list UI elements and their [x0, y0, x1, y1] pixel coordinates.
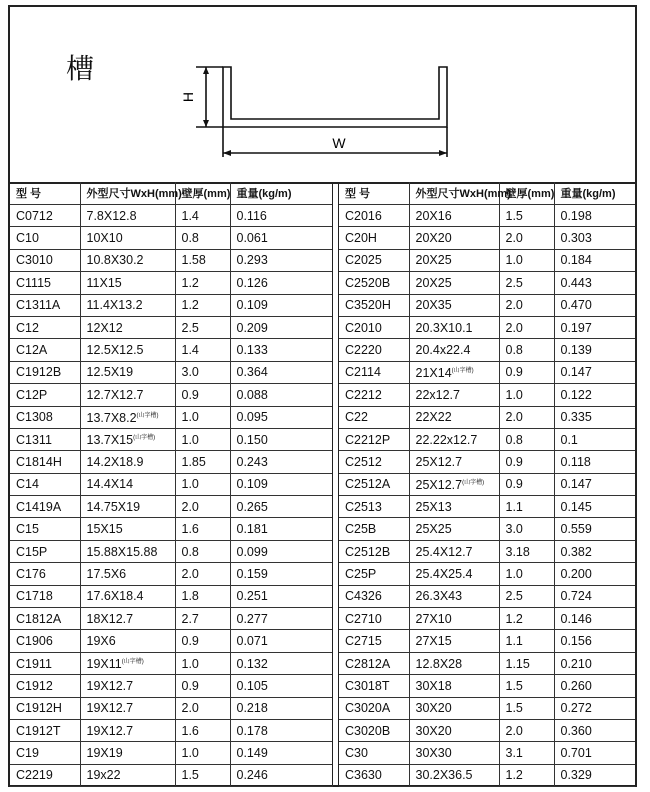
size-cell: 10.8X30.2 [80, 249, 175, 271]
model-cell: C2016 [339, 205, 409, 227]
thickness-cell: 1.6 [175, 719, 230, 741]
table-header-row [10, 182, 332, 205]
channel-outline [223, 67, 447, 127]
size-cell: 19X12.7 [80, 697, 175, 719]
thickness-cell: 0.9 [175, 384, 230, 406]
weight-cell: 0.559 [554, 518, 635, 540]
thickness-cell: 1.2 [499, 608, 554, 630]
table-row [10, 294, 332, 316]
channel-profile-diagram [10, 7, 635, 182]
table-row [10, 764, 332, 786]
weight-cell: 0.147 [554, 361, 635, 383]
size-cell: 30X20 [409, 697, 499, 719]
size-cell: 19X12.7 [80, 675, 175, 697]
weight-cell: 0.303 [554, 227, 635, 249]
table-row [10, 272, 332, 294]
thickness-cell: 0.9 [499, 451, 554, 473]
weight-cell: 0.118 [554, 451, 635, 473]
size-cell: 20X35 [409, 294, 499, 316]
size-cell: 30X18 [409, 675, 499, 697]
thickness-cell: 1.0 [499, 563, 554, 585]
model-cell: C1419A [10, 496, 80, 518]
model-cell: C1912T [10, 719, 80, 741]
size-cell: 30X30 [409, 742, 499, 764]
size-cell: 13.7X8.2$^{(山字槽)}$ [80, 406, 175, 428]
size-cell: 12X12 [80, 316, 175, 338]
size-cell: 30.2X36.5 [409, 764, 499, 786]
thickness-cell: 2.7 [175, 608, 230, 630]
model-cell: C2025 [339, 249, 409, 271]
spec-table-right-body [339, 205, 635, 787]
thickness-cell: 1.4 [175, 339, 230, 361]
model-cell: C2114 [339, 361, 409, 383]
weight-cell: 0.178 [230, 719, 332, 741]
height-label: H [180, 91, 196, 103]
size-cell: 30X20 [409, 719, 499, 741]
thickness-cell: 2.0 [175, 496, 230, 518]
table-row [10, 428, 332, 450]
size-cell: 18X12.7 [80, 608, 175, 630]
table-row [10, 697, 332, 719]
size-cell: 25X25 [409, 518, 499, 540]
model-cell: C0712 [10, 205, 80, 227]
model-cell: C1718 [10, 585, 80, 607]
thickness-cell: 0.9 [175, 630, 230, 652]
table-row [339, 742, 635, 764]
size-cell: 14.4X14 [80, 473, 175, 495]
weight-cell: 0.197 [554, 316, 635, 338]
weight-cell: 0.251 [230, 585, 332, 607]
model-cell: C2520B [339, 272, 409, 294]
weight-cell: 0.443 [554, 272, 635, 294]
model-cell: C3630 [339, 764, 409, 786]
model-cell: C1912B [10, 361, 80, 383]
col-model-header: 型 号 [10, 182, 80, 205]
thickness-cell: 1.0 [499, 249, 554, 271]
thickness-cell: 3.0 [499, 518, 554, 540]
size-cell: 7.8X12.8 [80, 205, 175, 227]
size-cell: 27X10 [409, 608, 499, 630]
table-row [339, 608, 635, 630]
thickness-cell: 1.2 [175, 272, 230, 294]
thickness-cell: 0.8 [175, 540, 230, 562]
width-arrow-left [223, 150, 231, 156]
table-row [10, 518, 332, 540]
model-cell: C2212P [339, 428, 409, 450]
model-cell: C12A [10, 339, 80, 361]
thickness-cell: 2.5 [499, 585, 554, 607]
profile-note: (山字槽) [133, 435, 156, 442]
size-cell: 12.7X12.7 [80, 384, 175, 406]
weight-cell: 0.209 [230, 316, 332, 338]
model-cell: C176 [10, 563, 80, 585]
model-cell: C2212 [339, 384, 409, 406]
model-cell: C2512B [339, 540, 409, 562]
table-row [339, 630, 635, 652]
weight-cell: 0.146 [554, 608, 635, 630]
weight-cell: 0.360 [554, 719, 635, 741]
weight-cell: 0.246 [230, 764, 332, 786]
model-cell: C12 [10, 316, 80, 338]
thickness-cell: 1.5 [499, 205, 554, 227]
model-cell: C2512 [339, 451, 409, 473]
thickness-cell: 1.8 [175, 585, 230, 607]
width-label: W [332, 135, 346, 151]
table-row [339, 473, 635, 495]
weight-cell: 0.109 [230, 473, 332, 495]
model-cell: C15P [10, 540, 80, 562]
thickness-cell: 1.5 [499, 675, 554, 697]
weight-cell: 0.147 [554, 473, 635, 495]
model-cell: C1912H [10, 697, 80, 719]
model-cell: C2219 [10, 764, 80, 786]
thickness-cell: 1.1 [499, 630, 554, 652]
model-cell: C25B [339, 518, 409, 540]
table-row [10, 608, 332, 630]
weight-cell: 0.181 [230, 518, 332, 540]
profile-note: (山字槽) [462, 479, 485, 486]
table-divider [332, 182, 339, 785]
col-thickness-header: 壁厚(mm) [175, 182, 230, 205]
table-row [339, 227, 635, 249]
table-row [10, 630, 332, 652]
thickness-cell: 1.85 [175, 451, 230, 473]
table-row [339, 339, 635, 361]
size-cell: 17.6X18.4 [80, 585, 175, 607]
table-row [339, 205, 635, 227]
weight-cell: 0.071 [230, 630, 332, 652]
thickness-cell: 1.2 [175, 294, 230, 316]
model-cell: C2220 [339, 339, 409, 361]
weight-cell: 0.116 [230, 205, 332, 227]
size-cell: 20X16 [409, 205, 499, 227]
model-cell: C2715 [339, 630, 409, 652]
size-cell: 14.75X19 [80, 496, 175, 518]
table-row [339, 294, 635, 316]
thickness-cell: 1.6 [175, 518, 230, 540]
col-model-header: 型 号 [339, 182, 409, 205]
size-cell: 25X13 [409, 496, 499, 518]
size-cell: 12.5X19 [80, 361, 175, 383]
size-cell: 11.4X13.2 [80, 294, 175, 316]
weight-cell: 0.149 [230, 742, 332, 764]
model-cell: C3018T [339, 675, 409, 697]
thickness-cell: 0.9 [175, 675, 230, 697]
size-cell: 22.22x12.7 [409, 428, 499, 450]
size-cell: 25.4X12.7 [409, 540, 499, 562]
model-cell: C2513 [339, 496, 409, 518]
model-cell: C3020B [339, 719, 409, 741]
table-row [339, 406, 635, 428]
thickness-cell: 2.0 [499, 316, 554, 338]
size-cell: 19X19 [80, 742, 175, 764]
model-cell: C20H [339, 227, 409, 249]
thickness-cell: 3.0 [175, 361, 230, 383]
weight-cell: 0.150 [230, 428, 332, 450]
table-row [10, 742, 332, 764]
weight-cell: 0.122 [554, 384, 635, 406]
size-cell: 25X12.7 [409, 451, 499, 473]
weight-cell: 0.243 [230, 451, 332, 473]
table-row [10, 652, 332, 674]
thickness-cell: 0.8 [175, 227, 230, 249]
thickness-cell: 1.0 [175, 428, 230, 450]
spec-table-left [10, 182, 333, 787]
spec-table-left-body [10, 205, 332, 787]
weight-cell: 0.133 [230, 339, 332, 361]
table-row [339, 361, 635, 383]
weight-cell: 0.329 [554, 764, 635, 786]
thickness-cell: 2.0 [175, 697, 230, 719]
thickness-cell: 0.9 [499, 361, 554, 383]
size-cell: 10X10 [80, 227, 175, 249]
thickness-cell: 1.0 [175, 652, 230, 674]
thickness-cell: 0.8 [499, 428, 554, 450]
model-cell: C4326 [339, 585, 409, 607]
weight-cell: 0.198 [554, 205, 635, 227]
model-cell: C14 [10, 473, 80, 495]
thickness-cell: 2.0 [499, 294, 554, 316]
weight-cell: 0.105 [230, 675, 332, 697]
col-thickness-header: 壁厚(mm) [499, 182, 554, 205]
table-row [10, 316, 332, 338]
thickness-cell: 2.0 [499, 719, 554, 741]
model-cell: C3020A [339, 697, 409, 719]
size-cell: 20.4x22.4 [409, 339, 499, 361]
table-row [10, 540, 332, 562]
size-cell: 11X15 [80, 272, 175, 294]
thickness-cell: 3.18 [499, 540, 554, 562]
height-arrow-bottom [203, 120, 209, 127]
model-cell: C1911 [10, 652, 80, 674]
model-cell: C22 [339, 406, 409, 428]
table-row [10, 361, 332, 383]
size-cell: 12.8X28 [409, 652, 499, 674]
weight-cell: 0.095 [230, 406, 332, 428]
weight-cell: 0.293 [230, 249, 332, 271]
weight-cell: 0.184 [554, 249, 635, 271]
header-panel [10, 7, 635, 184]
table-row [339, 585, 635, 607]
table-row [10, 451, 332, 473]
table-row [339, 697, 635, 719]
size-cell: 15X15 [80, 518, 175, 540]
thickness-cell: 1.1 [499, 496, 554, 518]
weight-cell: 0.724 [554, 585, 635, 607]
size-cell: 25.4X25.4 [409, 563, 499, 585]
model-cell: C19 [10, 742, 80, 764]
weight-cell: 0.210 [554, 652, 635, 674]
weight-cell: 0.1 [554, 428, 635, 450]
table-row [339, 451, 635, 473]
table-row [10, 339, 332, 361]
thickness-cell: 1.0 [175, 473, 230, 495]
size-cell: 14.2X18.9 [80, 451, 175, 473]
size-cell: 17.5X6 [80, 563, 175, 585]
thickness-cell: 1.4 [175, 205, 230, 227]
weight-cell: 0.200 [554, 563, 635, 585]
model-cell: C1906 [10, 630, 80, 652]
thickness-cell: 1.15 [499, 652, 554, 674]
table-row [339, 384, 635, 406]
col-weight-header: 重量(kg/m) [554, 182, 635, 205]
thickness-cell: 2.5 [175, 316, 230, 338]
size-cell: 25X12.7$^{(山字槽)}$ [409, 473, 499, 495]
thickness-cell: 3.1 [499, 742, 554, 764]
size-cell: 22X22 [409, 406, 499, 428]
table-row [10, 249, 332, 271]
weight-cell: 0.277 [230, 608, 332, 630]
table-row [10, 227, 332, 249]
size-cell: 20X20 [409, 227, 499, 249]
table-row [339, 719, 635, 741]
weight-cell: 0.335 [554, 406, 635, 428]
table-row [10, 496, 332, 518]
table-row [10, 675, 332, 697]
table-row [10, 384, 332, 406]
size-cell: 19X12.7 [80, 719, 175, 741]
thickness-cell: 1.58 [175, 249, 230, 271]
weight-cell: 0.260 [554, 675, 635, 697]
model-cell: C2710 [339, 608, 409, 630]
model-cell: C1912 [10, 675, 80, 697]
weight-cell: 0.109 [230, 294, 332, 316]
table-row [339, 563, 635, 585]
col-size-header: 外型尺寸WxH(mm) [80, 182, 175, 205]
model-cell: C2812A [339, 652, 409, 674]
weight-cell: 0.272 [554, 697, 635, 719]
table-row [339, 518, 635, 540]
size-cell: 12.5X12.5 [80, 339, 175, 361]
weight-cell: 0.382 [554, 540, 635, 562]
model-cell: C1311 [10, 428, 80, 450]
table-row [339, 272, 635, 294]
size-cell: 19x22 [80, 764, 175, 786]
model-cell: C12P [10, 384, 80, 406]
table-row [339, 675, 635, 697]
size-cell: 22x12.7 [409, 384, 499, 406]
weight-cell: 0.218 [230, 697, 332, 719]
weight-cell: 0.159 [230, 563, 332, 585]
table-row [339, 764, 635, 786]
thickness-cell: 0.9 [499, 473, 554, 495]
weight-cell: 0.088 [230, 384, 332, 406]
spec-sheet [8, 5, 637, 787]
table-row [10, 563, 332, 585]
model-cell: C10 [10, 227, 80, 249]
weight-cell: 0.470 [554, 294, 635, 316]
thickness-cell: 1.5 [175, 764, 230, 786]
size-cell: 15.88X15.88 [80, 540, 175, 562]
size-cell: 13.7X15$^{(山字槽)}$ [80, 428, 175, 450]
page-title: 槽 [66, 52, 95, 85]
model-cell: C3010 [10, 249, 80, 271]
table-row [10, 585, 332, 607]
model-cell: C15 [10, 518, 80, 540]
table-row [10, 719, 332, 741]
size-cell: 20X25 [409, 272, 499, 294]
thickness-cell: 0.8 [499, 339, 554, 361]
weight-cell: 0.132 [230, 652, 332, 674]
profile-note: (山字槽) [121, 658, 144, 665]
thickness-cell: 1.0 [175, 742, 230, 764]
model-cell: C1814H [10, 451, 80, 473]
thickness-cell: 1.0 [499, 384, 554, 406]
thickness-cell: 2.0 [499, 227, 554, 249]
table-header-row [339, 182, 635, 205]
size-cell: 19X11$^{(山字槽)}$ [80, 652, 175, 674]
spec-table-right [339, 182, 635, 787]
model-cell: C2010 [339, 316, 409, 338]
thickness-cell: 2.5 [499, 272, 554, 294]
model-cell: C30 [339, 742, 409, 764]
weight-cell: 0.265 [230, 496, 332, 518]
profile-note: (山字槽) [136, 412, 159, 419]
col-weight-header: 重量(kg/m) [230, 182, 332, 205]
table-row [339, 428, 635, 450]
weight-cell: 0.364 [230, 361, 332, 383]
weight-cell: 0.099 [230, 540, 332, 562]
thickness-cell: 2.0 [499, 406, 554, 428]
weight-cell: 0.156 [554, 630, 635, 652]
model-cell: C3520H [339, 294, 409, 316]
height-arrow-top [203, 67, 209, 74]
table-row [10, 473, 332, 495]
weight-cell: 0.061 [230, 227, 332, 249]
width-arrow-right [439, 150, 447, 156]
thickness-cell: 1.5 [499, 697, 554, 719]
table-row [339, 652, 635, 674]
col-size-header: 外型尺寸WxH(mm) [409, 182, 499, 205]
size-cell: 26.3X43 [409, 585, 499, 607]
model-cell: C25P [339, 563, 409, 585]
size-cell: 19X6 [80, 630, 175, 652]
thickness-cell: 1.0 [175, 406, 230, 428]
size-cell: 20X25 [409, 249, 499, 271]
size-cell: 27X15 [409, 630, 499, 652]
size-cell: 21X14$^{(山字槽)}$ [409, 361, 499, 383]
table-row [339, 316, 635, 338]
weight-cell: 0.139 [554, 339, 635, 361]
table-row [10, 205, 332, 227]
table-row [339, 496, 635, 518]
thickness-cell: 1.2 [499, 764, 554, 786]
model-cell: C1115 [10, 272, 80, 294]
model-cell: C1308 [10, 406, 80, 428]
weight-cell: 0.126 [230, 272, 332, 294]
table-row [339, 540, 635, 562]
table-row [10, 406, 332, 428]
thickness-cell: 2.0 [175, 563, 230, 585]
model-cell: C1311A [10, 294, 80, 316]
model-cell: C1812A [10, 608, 80, 630]
profile-note: (山字槽) [451, 367, 474, 374]
table-row [339, 249, 635, 271]
size-cell: 20.3X10.1 [409, 316, 499, 338]
weight-cell: 0.701 [554, 742, 635, 764]
model-cell: C2512A [339, 473, 409, 495]
weight-cell: 0.145 [554, 496, 635, 518]
